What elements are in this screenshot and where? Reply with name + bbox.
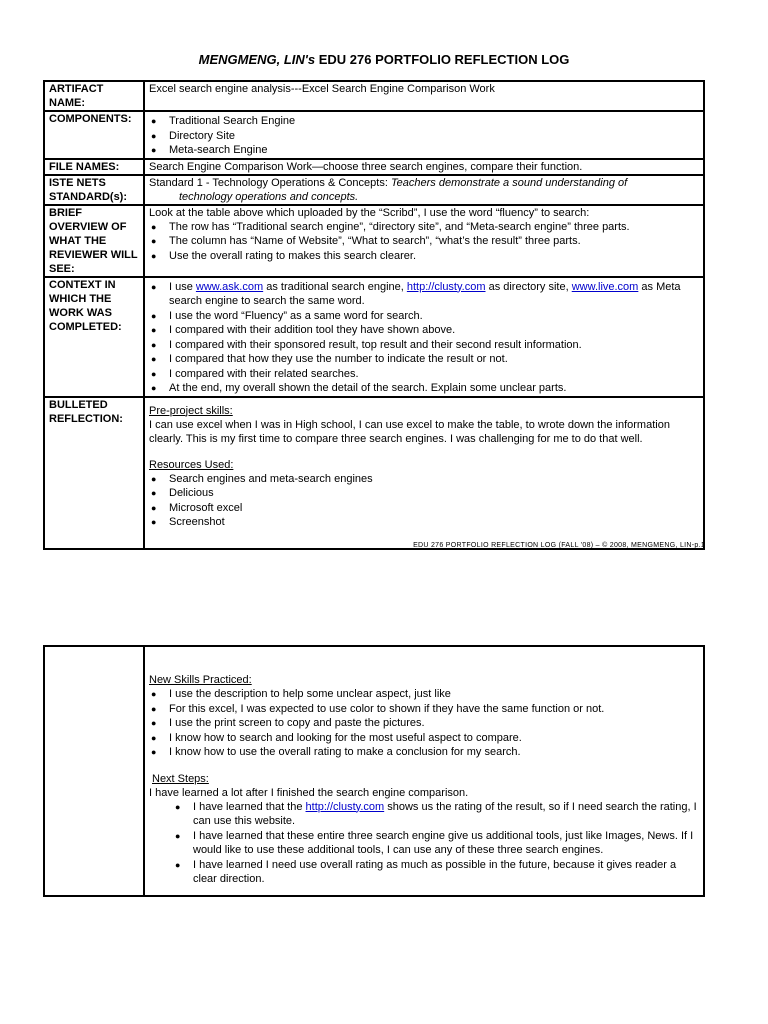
artifact-value: Excel search engine analysis---Excel Search Engine Comparison Work [144,81,704,111]
list-item: ● I know how to use the overall rating to make a conclusion for my search. [149,745,699,760]
components-label: COMPONENTS: [44,111,144,159]
context-label: CONTEXT IN WHICH THE WORK WAS COMPLETED: [44,277,144,397]
iste-value [144,175,704,205]
clusty-link[interactable]: http://clusty.com [305,800,385,813]
iste-row [44,175,704,205]
page-title [0,52,768,67]
list-item: ● Search engines and meta-search engines [149,472,699,487]
list-item: ● I compared with their sponsored result, top result and their second result information. [149,338,699,353]
list-item: ● I use the print screen to copy and paste the pictures. [149,716,699,731]
empty-label-cell [44,646,144,896]
file-names-row [44,159,704,175]
reflection-value [144,397,704,549]
iste-prefix: Standard 1 - Technology Operations & Concepts: [149,176,391,189]
list-item: ● Delicious [149,486,699,501]
reflection-log-table [43,80,705,550]
iste-italic-1: Teachers demonstrate a sound understanding of [390,176,628,189]
brief-intro: Look at the table above which uploaded by the “Scribd”, I use the word “fluency” to search: [149,206,590,219]
author-name: MENGMENG, LIN's [198,52,316,67]
pre-skills-text: I can use excel when I was in High school, I can use excel to make the table, to wrote down the information clearly. This is my first time to compare three search engines. I was challenging for me to do that well. [149,418,670,445]
list-item: ● I have learned I need use overall rating as much as possible in the future, because it gives reader a clear direction. [149,858,699,887]
brief-row [44,205,704,277]
text-span: I use [169,280,196,293]
list-item [149,280,699,309]
text-span: shows us the rating of the result, so if I need search the rating, I can use this website. [193,800,697,827]
components-row [44,111,704,159]
list-item: ● Screenshot [149,515,699,530]
iste-italic-2: technology operations and concepts. [179,190,359,203]
iste-label: ISTE NETS STANDARD(s): [44,175,144,205]
page-footer: EDU 276 PORTFOLIO REFLECTION LOG (FALL '08) – © 2008, MENGMENG, LIN-p.1 [413,542,705,549]
list-item: ● I compared that how they use the number to indicate the result or not. [149,352,699,367]
list-item: ● I know how to search and looking for the most useful aspect to compare. [149,731,699,746]
components-value [144,111,704,159]
ask-link[interactable]: www.ask.com [195,280,264,293]
list-item [149,800,699,829]
reflection-row-continued [44,646,704,896]
brief-value [144,205,704,277]
context-row [44,277,704,397]
list-item: ● Microsoft excel [149,501,699,516]
title-rest: EDU 276 PORTFOLIO REFLECTION LOG [315,52,570,67]
list-item: ● The row has “Traditional search engine”, “directory site”, and “Meta-search engine” three parts. [149,220,699,235]
pre-skills-heading: Pre-project skills: [149,404,233,417]
text-span: as traditional search engine, [263,280,407,293]
list-item: ● I use the description to help some unclear aspect, just like [149,687,699,702]
live-link[interactable]: www.live.com [571,280,639,293]
next-steps-intro: I have learned a lot after I finished the search engine comparison. [149,786,469,799]
list-item: ● I have learned that these entire three search engine give us additional tools, just like Images, News. If I would like to use these additional tools, I can use any of these three search engines. [149,829,699,858]
text-span: as directory site, [485,280,572,293]
list-item: ● The column has “Name of Website”, “What to search”, “what’s the result” three parts. [149,234,699,249]
list-item: ● At the end, my overall shown the detail of the search. Explain some unclear parts. [149,381,699,396]
list-item: ● Use the overall rating to makes this search clearer. [149,249,699,264]
brief-label: BRIEF OVERVIEW OF WHAT THE REVIEWER WILL SEE: [44,205,144,277]
list-item: ● Meta-search Engine [149,143,699,158]
text-span: I have learned that the [193,800,306,813]
artifact-label: ARTIFACT NAME: [44,81,144,111]
next-steps-heading: Next Steps: [152,772,209,785]
artifact-row [44,81,704,111]
list-item: ● Directory Site [149,129,699,144]
resources-heading: Resources Used: [149,458,234,471]
reflection-label: BULLETED REFLECTION: [44,397,144,549]
clusty-link[interactable]: http://clusty.com [406,280,486,293]
reflection-log-table-continued [43,645,705,897]
file-names-label: FILE NAMES: [44,159,144,175]
list-item: ● Traditional Search Engine [149,114,699,129]
reflection-continued-value [144,646,704,896]
new-skills-heading: New Skills Practiced: [149,674,252,686]
context-value [144,277,704,397]
list-item: ● I compared with their addition tool they have shown above. [149,323,699,338]
file-names-value: Search Engine Comparison Work—choose three search engines, compare their function. [144,159,704,175]
list-item: ● I compared with their related searches. [149,367,699,382]
text-span: as Meta search engine to search the same word. [169,280,681,307]
list-item: ● For this excel, I was expected to use color to shown if they have the same function or not. [149,702,699,717]
list-item: ● I use the word “Fluency” as a same word for search. [149,309,699,324]
reflection-row [44,397,704,549]
